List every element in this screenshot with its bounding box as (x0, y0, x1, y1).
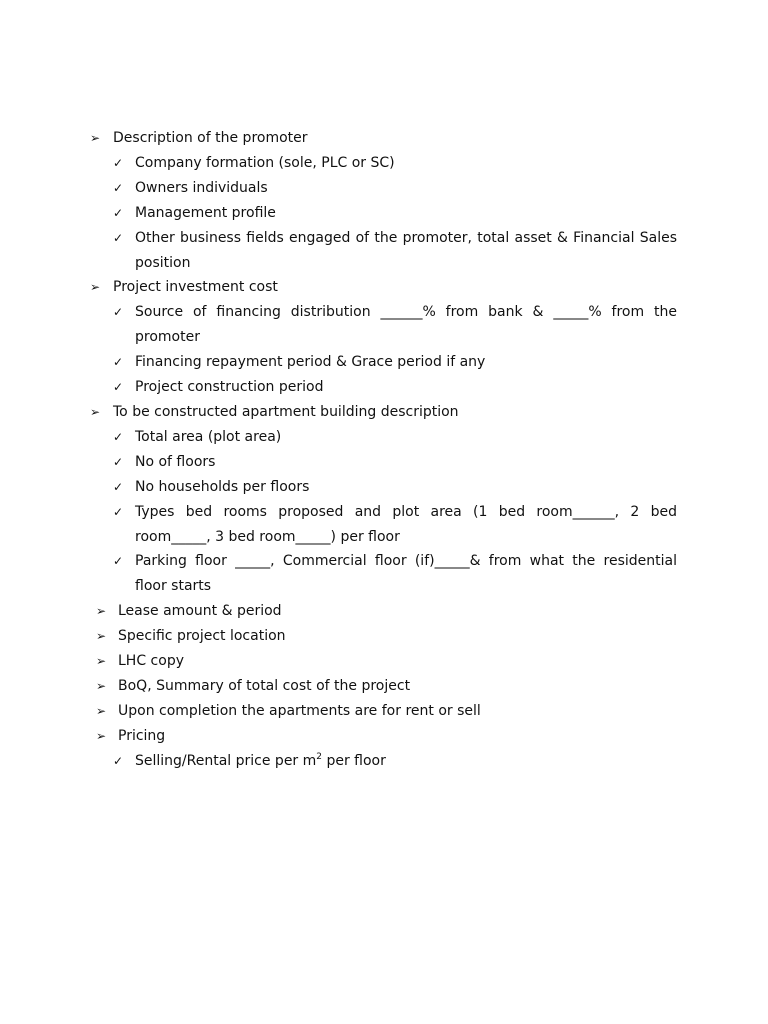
list-item-text: BoQ, Summary of total cost of the project (118, 677, 411, 694)
list-item-text: Description of the promoter (113, 130, 308, 146)
list-item-text: Management profile (135, 204, 276, 221)
list-item-total-area (0, 425, 768, 450)
list-item-text: Types bed rooms proposed and plot area (1 bed room______, 2 bed room_____, 3 bed room_____) per floor (135, 503, 677, 545)
arrow-bullet-icon: ➢ (96, 703, 107, 718)
list-item-investment-cost (0, 275, 768, 300)
list-item-price-per-m2 (0, 749, 768, 774)
price-label-tail: per floor (322, 752, 386, 769)
list-item-floors (0, 450, 768, 475)
list-item-boq (0, 674, 768, 699)
list-item-location (0, 624, 768, 649)
checkmark-bullet-icon: ✓ (113, 230, 124, 245)
list-item-text: Financing repayment period & Grace period if any (135, 354, 486, 371)
list-item-text: No of floors (135, 453, 216, 470)
list-item-text: Parking floor _____, Commercial floor (if)_____& from what the residential floor starts (135, 553, 677, 595)
list-item-text: Lease amount & period (118, 603, 282, 620)
checkmark-bullet-icon: ✓ (113, 504, 124, 519)
list-item-lhc-copy (0, 649, 768, 674)
arrow-bullet-icon: ➢ (96, 654, 107, 669)
list-item-financing-distribution (0, 300, 768, 350)
requirements-list (0, 126, 768, 774)
list-item-lease (0, 599, 768, 624)
list-item-text: Other business fields engaged of the promoter, total asset & Financial Sales position (135, 229, 677, 271)
checkmark-bullet-icon: ✓ (113, 205, 124, 220)
list-item-text: Company formation (sole, PLC or SC) (135, 154, 395, 171)
list-item-text: LHC copy (118, 653, 184, 670)
checkmark-bullet-icon: ✓ (113, 380, 124, 395)
list-item-pricing (0, 724, 768, 749)
list-item-building-description (0, 400, 768, 425)
list-item-text (135, 749, 677, 774)
list-item-bed-room-types (0, 500, 768, 550)
list-item-text: Upon completion the apartments are for rent or sell (118, 702, 481, 719)
list-item-construction-period (0, 375, 768, 400)
list-item-text: Total area (plot area) (135, 428, 282, 445)
list-item-owners (0, 176, 768, 201)
arrow-bullet-icon: ➢ (90, 131, 101, 145)
arrow-bullet-icon: ➢ (90, 280, 101, 295)
superscript-2: 2 (316, 751, 323, 762)
checkmark-bullet-icon: ✓ (113, 753, 124, 768)
list-item-parking-commercial-floor (0, 549, 768, 599)
checkmark-bullet-icon: ✓ (113, 479, 124, 494)
arrow-bullet-icon: ➢ (90, 404, 101, 419)
price-label: Selling/Rental price per m (135, 752, 317, 769)
arrow-bullet-icon: ➢ (96, 629, 107, 644)
list-item-management-profile (0, 201, 768, 226)
arrow-bullet-icon: ➢ (96, 728, 107, 743)
checkmark-bullet-icon: ✓ (113, 355, 124, 370)
checkmark-bullet-icon: ✓ (113, 454, 124, 469)
list-item-text: Source of financing distribution ______% from bank & _____% from the promoter (135, 304, 677, 346)
checkmark-bullet-icon: ✓ (113, 155, 124, 170)
checkmark-bullet-icon: ✓ (113, 554, 124, 569)
list-item-repayment-period (0, 350, 768, 375)
list-item-households (0, 475, 768, 500)
list-item-rent-or-sell (0, 699, 768, 724)
list-item-text: To be constructed apartment building description (113, 403, 459, 420)
checkmark-bullet-icon: ✓ (113, 180, 124, 195)
list-item-company-formation (0, 151, 768, 176)
list-item-text: Owners individuals (135, 179, 268, 196)
checkmark-bullet-icon: ✓ (113, 305, 124, 320)
list-item-other-business (0, 226, 768, 276)
list-item-text: Specific project location (118, 628, 286, 645)
list-item-text: Project construction period (135, 379, 324, 396)
list-item-promoter-description (0, 126, 768, 151)
arrow-bullet-icon: ➢ (96, 604, 107, 619)
arrow-bullet-icon: ➢ (96, 678, 107, 693)
checkmark-bullet-icon: ✓ (113, 429, 124, 444)
list-item-text: Pricing (118, 727, 166, 744)
list-item-text: Project investment cost (113, 279, 278, 296)
list-item-text: No households per floors (135, 478, 310, 495)
